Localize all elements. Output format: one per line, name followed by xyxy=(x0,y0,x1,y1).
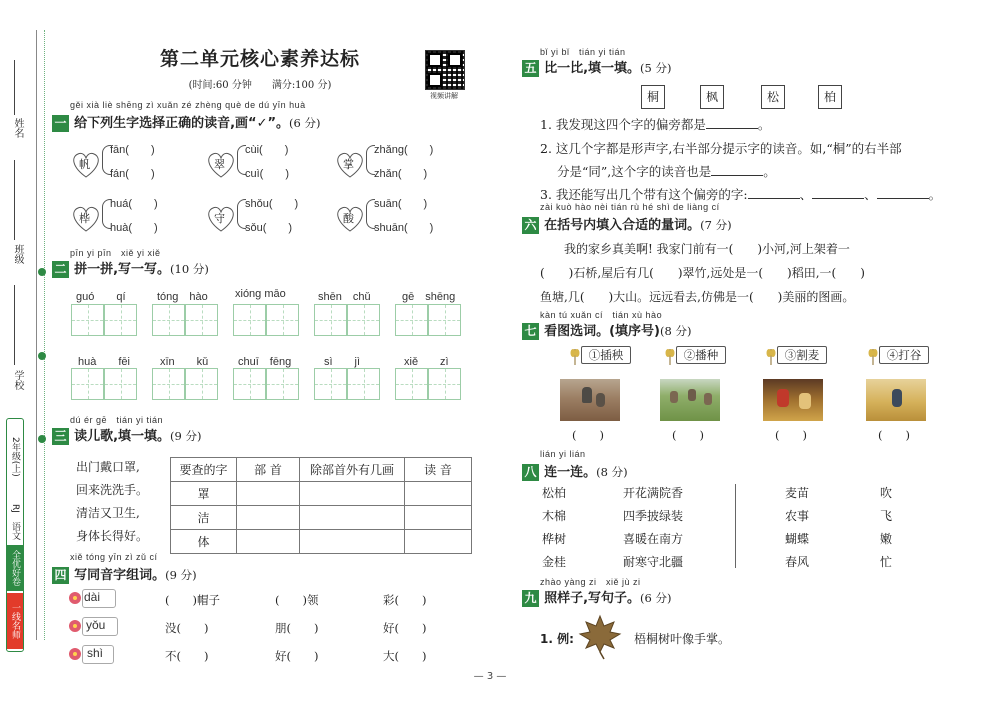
answer-blank[interactable] xyxy=(877,198,929,199)
match-item[interactable]: 嫩 xyxy=(880,532,893,546)
table-cell-char: 洁 xyxy=(171,506,237,530)
pinyin-option[interactable]: cuì( ) xyxy=(245,168,289,180)
example-label: 1. 例: xyxy=(540,632,574,646)
strip-brand: 一线名师 xyxy=(7,593,23,649)
writing-box[interactable] xyxy=(104,304,137,336)
section-1-number: 一 xyxy=(52,115,69,132)
page-title: 第二单元核心素养达标 xyxy=(159,48,360,70)
fill-item[interactable]: 不( ) xyxy=(165,649,209,663)
section-2 xyxy=(52,248,472,278)
answer-cell[interactable] xyxy=(405,482,472,506)
section-8-score: (8 分) xyxy=(596,465,628,479)
pinyin-option[interactable]: zhǎn( ) xyxy=(374,168,428,180)
section-6 xyxy=(522,202,962,234)
writing-box[interactable] xyxy=(395,368,428,400)
section-4 xyxy=(52,552,472,584)
fill-item[interactable]: 好( ) xyxy=(275,649,319,663)
answer-cell[interactable] xyxy=(237,506,300,530)
strip-series: 全优好卷 xyxy=(7,545,23,591)
pinyin-prompt: tóng hào xyxy=(157,291,208,303)
section-9 xyxy=(522,577,962,607)
char-box: 桐 xyxy=(641,85,665,109)
option-label: ③割麦 xyxy=(777,346,827,364)
section-8 xyxy=(522,449,962,481)
qr-label: 视频讲解 xyxy=(430,92,458,100)
writing-box[interactable] xyxy=(266,368,299,400)
column-divider xyxy=(735,484,736,568)
answer-blank[interactable]: ( ) xyxy=(775,428,807,442)
writing-box[interactable] xyxy=(104,368,137,400)
option-label: ②播种 xyxy=(676,346,726,364)
match-item[interactable]: 忙 xyxy=(880,555,893,569)
char-box: 枫 xyxy=(700,85,724,109)
writing-box[interactable] xyxy=(314,368,347,400)
section-3-title: 读儿歌,填一填。 xyxy=(74,429,171,444)
section-7-title: 看图选词。(填序号) xyxy=(544,324,660,339)
table-cell-char: 体 xyxy=(171,530,237,554)
pinyin-tag xyxy=(68,645,124,663)
example-sentence: 梧桐树叶像手掌。 xyxy=(634,632,731,646)
answer-blank[interactable] xyxy=(812,198,864,199)
writing-box[interactable] xyxy=(71,368,104,400)
option-label: ④打谷 xyxy=(879,346,929,364)
section-9-number: 九 xyxy=(522,590,539,607)
strip-grade: 2年级(上) xyxy=(10,437,20,477)
char-label: 帆 xyxy=(79,158,90,171)
writing-box[interactable] xyxy=(347,304,380,336)
section-7-pinyin: kàn tú xuǎn cí tián xù hào xyxy=(540,310,663,320)
binding-line xyxy=(36,30,37,640)
match-item[interactable]: 四季披绿装 xyxy=(623,509,684,523)
pinyin-option[interactable]: zhǎng( ) xyxy=(374,144,434,156)
section-5-number: 五 xyxy=(522,60,539,77)
pinyin-option[interactable]: huá( ) xyxy=(110,198,158,210)
section-7-score: (8 分) xyxy=(659,324,692,338)
fill-item[interactable]: 好( ) xyxy=(383,621,427,635)
writing-box[interactable] xyxy=(152,368,185,400)
page-number-value: 3 xyxy=(486,671,494,682)
pinyin-prompt: guó qí xyxy=(76,291,126,303)
section-2-number: 二 xyxy=(52,261,69,278)
pinyin-tag xyxy=(68,617,128,635)
match-item[interactable]: 耐寒守北疆 xyxy=(623,555,684,569)
pinyin-option[interactable]: shuān( ) xyxy=(374,222,434,234)
flower-icon xyxy=(68,619,82,633)
passage-line: ( )石桥,屋后有几( )翠竹,远处是一( )稻田,一( ) xyxy=(540,266,865,280)
pinyin-tag-label: dài xyxy=(84,590,101,604)
table-row xyxy=(171,506,472,530)
section-1-score: (6 分) xyxy=(289,116,321,130)
section-5-pinyin: bǐ yi bǐ tián yi tián xyxy=(540,47,626,57)
match-item[interactable]: 农事 xyxy=(785,509,810,523)
word-option xyxy=(866,344,930,366)
pinyin-tag xyxy=(68,589,124,607)
section-2-pinyin: pīn yi pīn xiě yi xiě xyxy=(70,248,161,258)
lookup-table xyxy=(170,457,472,554)
fill-item[interactable]: ( )帽子 xyxy=(165,593,220,607)
section-9-score: (6 分) xyxy=(640,591,672,605)
table-header: 部 首 xyxy=(237,458,300,482)
writing-box[interactable] xyxy=(233,368,266,400)
section-8-pinyin: lián yi lián xyxy=(540,449,586,459)
pinyin-prompt: xióng māo xyxy=(235,288,286,300)
section-1-pinyin: gěi xià liè shēng zì xuǎn zé zhèng què de dú yīn huà xyxy=(70,100,306,110)
pinyin-prompt: shēn chǔ xyxy=(318,291,371,303)
pinyin-prompt: xiě zì xyxy=(404,356,449,368)
poem-line: 出门戴口罩, xyxy=(76,460,140,474)
pinyin-option[interactable]: shǒu( ) xyxy=(245,198,299,210)
side-strip xyxy=(6,418,24,652)
match-item[interactable]: 松柏 xyxy=(542,486,567,500)
pinyin-prompt: huà fēi xyxy=(78,356,130,368)
pinyin-option[interactable]: suān( ) xyxy=(374,198,428,210)
char-box: 松 xyxy=(761,85,785,109)
farming-photo xyxy=(866,379,926,421)
section-8-number: 八 xyxy=(522,464,539,481)
question-3: 3. 我还能写出几个带有这个偏旁的字: xyxy=(540,187,748,202)
table-header: 要查的字 xyxy=(171,458,237,482)
school-label: 学校 xyxy=(12,370,23,390)
cut-line xyxy=(44,30,45,640)
pinyin-tag-label: yǒu xyxy=(86,618,106,632)
answer-cell[interactable] xyxy=(237,530,300,554)
match-item[interactable]: 吹 xyxy=(880,486,893,500)
writing-box[interactable] xyxy=(71,304,104,336)
section-4-score: (9 分) xyxy=(165,568,197,582)
answer-blank[interactable]: ( ) xyxy=(878,428,910,442)
section-5 xyxy=(522,47,962,77)
question-text: 3. 我还能写出几个带有这个偏旁的字: 、 、 。 xyxy=(540,187,942,202)
hole-dot xyxy=(38,352,46,360)
poem-line: 回来洗洗手。 xyxy=(76,483,149,497)
char-label: 桦 xyxy=(79,212,90,225)
word-option xyxy=(663,344,727,366)
passage-line: 鱼塘,几( )大山。远远看去,仿佛是一( )美丽的图画。 xyxy=(540,290,855,304)
fill-item[interactable]: 大( ) xyxy=(383,649,427,663)
question-2a: 2. 这几个字都是形声字,右半部分提示字的读音。如,“桐”的右半部 xyxy=(540,141,902,156)
section-4-pinyin: xiě tóng yīn zì zǔ cí xyxy=(70,552,158,562)
wheat-icon xyxy=(866,345,880,365)
writing-box[interactable] xyxy=(152,304,185,336)
char-label: 掌 xyxy=(343,158,354,171)
match-item[interactable]: 飞 xyxy=(880,509,893,523)
hole-dot xyxy=(38,268,46,276)
class-line xyxy=(14,160,15,240)
section-5-title: 比一比,填一填。 xyxy=(544,61,641,76)
answer-cell[interactable] xyxy=(300,506,405,530)
strip-version: RJ xyxy=(10,503,20,513)
writing-box[interactable] xyxy=(395,304,428,336)
pinyin-option[interactable]: fán( ) xyxy=(110,168,155,180)
section-2-score: (10 分) xyxy=(170,262,209,276)
fill-item[interactable]: ( )领 xyxy=(275,593,319,607)
passage-line: 我的家乡真美啊! 我家门前有一( )小河,河上架着一 xyxy=(540,242,850,256)
section-6-title: 在括号内填入合适的量词。 xyxy=(544,218,701,233)
section-6-pinyin: zài kuò hào nèi tián rù hé shì de liàng cí xyxy=(540,202,720,212)
table-row xyxy=(171,482,472,506)
question-text: 1. 我发现这四个字的偏旁都是 。 xyxy=(540,117,771,132)
section-4-title: 写同音字组词。 xyxy=(74,568,166,583)
leaf-icon xyxy=(578,612,622,660)
char-box: 柏 xyxy=(818,85,842,109)
wheat-icon xyxy=(568,345,582,365)
qr-code[interactable] xyxy=(425,50,465,90)
pinyin-option[interactable]: huà( ) xyxy=(110,222,158,234)
answer-cell[interactable] xyxy=(237,482,300,506)
section-7 xyxy=(522,310,962,340)
pinyin-option[interactable]: fān( ) xyxy=(110,144,155,156)
section-3 xyxy=(52,415,472,445)
char-label: 守 xyxy=(214,212,225,225)
answer-blank[interactable]: ( ) xyxy=(572,428,604,442)
answer-cell[interactable] xyxy=(405,530,472,554)
question-2b: 分是“同”,这个字的读音也是 xyxy=(557,164,712,179)
question-1: 1. 我发现这四个字的偏旁都是 xyxy=(540,117,706,132)
farming-photo xyxy=(763,379,823,421)
writing-box[interactable] xyxy=(314,304,347,336)
table-header: 读 音 xyxy=(405,458,472,482)
section-6-number: 六 xyxy=(522,217,539,234)
match-item[interactable]: 麦苗 xyxy=(785,486,810,500)
section-5-score: (5 分) xyxy=(640,61,672,75)
section-2-title: 拼一拼,写一写。 xyxy=(74,262,171,277)
class-label: 班级 xyxy=(12,244,23,264)
writing-box[interactable] xyxy=(233,304,266,336)
char-label: 酸 xyxy=(343,212,354,225)
fill-item[interactable]: 没( ) xyxy=(165,621,209,635)
answer-cell[interactable] xyxy=(300,530,405,554)
flower-icon xyxy=(68,591,82,605)
section-6-score: (7 分) xyxy=(700,218,732,232)
answer-blank[interactable]: ( ) xyxy=(672,428,704,442)
option-label: ①插秧 xyxy=(581,346,631,364)
name-label: 姓名 xyxy=(12,118,23,138)
match-item[interactable]: 金桂 xyxy=(542,555,567,569)
section-1-title: 给下列生字选择正确的读音,画“✓”。 xyxy=(74,116,290,131)
match-item[interactable]: 春风 xyxy=(785,555,810,569)
table-row xyxy=(171,530,472,554)
answer-blank[interactable] xyxy=(748,198,800,199)
writing-box[interactable] xyxy=(428,304,461,336)
section-1 xyxy=(52,100,472,132)
writing-box[interactable] xyxy=(266,304,299,336)
writing-box[interactable] xyxy=(347,368,380,400)
fill-item[interactable]: 朋( ) xyxy=(275,621,319,635)
writing-box[interactable] xyxy=(428,368,461,400)
page-number: — 3 — xyxy=(473,671,507,682)
poem-line: 身体长得好。 xyxy=(76,529,149,543)
flower-icon xyxy=(68,647,82,661)
section-9-pinyin: zhào yàng zi xiě jù zi xyxy=(540,577,641,587)
table-header: 除部首外有几画 xyxy=(300,458,405,482)
pinyin-prompt: xīn kǔ xyxy=(160,356,209,368)
pinyin-prompt: gē shēng xyxy=(402,291,456,303)
hole-dot xyxy=(38,435,46,443)
section-3-pinyin: dú ér gē tián yi tián xyxy=(70,415,164,425)
pinyin-prompt: sì jì xyxy=(324,356,361,368)
poem-line: 清洁又卫生, xyxy=(76,506,140,520)
wheat-icon xyxy=(764,345,778,365)
wheat-icon xyxy=(663,345,677,365)
fill-item[interactable]: 彩( ) xyxy=(383,593,427,607)
answer-blank[interactable] xyxy=(711,175,763,176)
section-3-score: (9 分) xyxy=(170,429,202,443)
time-score-info: (时间:60 分钟 满分:100 分) xyxy=(188,80,332,91)
name-line xyxy=(14,60,15,115)
match-item[interactable]: 蝴蝶 xyxy=(785,532,810,546)
school-line xyxy=(14,285,15,365)
pinyin-option[interactable]: cùi( ) xyxy=(245,144,289,156)
pinyin-option[interactable]: sǒu( ) xyxy=(245,222,293,234)
farming-photo xyxy=(560,379,620,421)
section-8-title: 连一连。 xyxy=(544,465,597,480)
section-4-number: 四 xyxy=(52,567,69,584)
match-item[interactable]: 喜暖在南方 xyxy=(623,532,684,546)
answer-cell[interactable] xyxy=(300,482,405,506)
pinyin-tag-label: shì xyxy=(87,646,104,660)
question-text: 分是“同”,这个字的读音也是 。 xyxy=(557,164,776,179)
pinyin-prompt: chuī fēng xyxy=(238,356,292,368)
match-item[interactable]: 桦树 xyxy=(542,532,567,546)
char-label: 翠 xyxy=(214,158,225,171)
word-option xyxy=(568,344,632,366)
section-7-number: 七 xyxy=(522,323,539,340)
writing-box[interactable] xyxy=(185,304,218,336)
farming-photo xyxy=(660,379,720,421)
answer-cell[interactable] xyxy=(405,506,472,530)
match-item[interactable]: 木棉 xyxy=(542,509,567,523)
word-option xyxy=(764,344,828,366)
strip-subject: 语文 xyxy=(10,522,20,540)
match-item[interactable]: 开花满院香 xyxy=(623,486,684,500)
table-cell-char: 罩 xyxy=(171,482,237,506)
answer-blank[interactable] xyxy=(706,128,758,129)
section-9-title: 照样子,写句子。 xyxy=(544,591,641,606)
section-3-number: 三 xyxy=(52,428,69,445)
writing-box[interactable] xyxy=(185,368,218,400)
